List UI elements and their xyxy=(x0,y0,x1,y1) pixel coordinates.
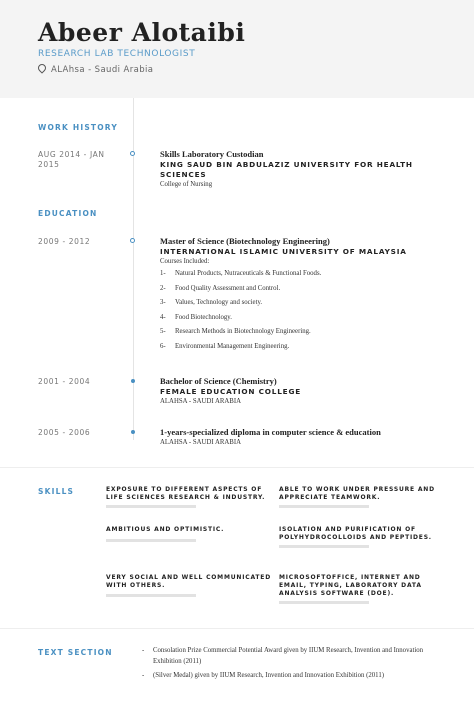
skill-bar xyxy=(106,539,196,542)
location-pin-icon xyxy=(36,62,47,73)
education-title: Master of Science (Biotechnology Engineering) xyxy=(160,236,330,246)
skill-item: ABLE TO WORK UNDER PRESSURE AND APPRECIATE TEAMWORK. xyxy=(279,486,435,501)
job-title: RESEARCH LAB TECHNOLOGIST xyxy=(38,49,196,59)
list-item: 6- Environmental Management Engineering. xyxy=(160,342,290,350)
work-entry xyxy=(160,149,445,190)
section-divider xyxy=(0,628,474,629)
education-sub: ALAHSA - SAUDI ARABIA xyxy=(160,398,242,405)
skill-item: VERY SOCIAL AND WELL COMMUNICATED WITH OTHERS. xyxy=(106,574,271,589)
location-line xyxy=(38,64,153,75)
skill-item: EXPOSURE TO DIFFERENT ASPECTS OF LIFE SCIENCES RESEARCH & INDUSTRY. xyxy=(106,486,266,501)
timeline-dot xyxy=(131,430,135,434)
skill-bar xyxy=(279,545,369,548)
timeline-dot xyxy=(130,151,135,156)
section-education: EDUCATION xyxy=(38,209,98,218)
education-title: 1-years-specialized diploma in computer science & education xyxy=(160,427,381,437)
education-date: 2009 - 2012 xyxy=(38,237,91,246)
list-item: 4- Food Biotechnology. xyxy=(160,313,232,321)
timeline-dot xyxy=(131,379,135,383)
work-date: AUG 2014 - JAN 2015 xyxy=(38,150,105,169)
education-entry xyxy=(160,236,445,354)
list-item: 3- Values, Technology and society. xyxy=(160,299,263,306)
work-org: KING SAUD BIN ABDULAZIZ UNIVERSITY FOR HEALTH SCIENCES xyxy=(160,160,413,179)
section-divider xyxy=(0,467,474,468)
education-entry xyxy=(160,427,445,448)
section-skills: SKILLS xyxy=(38,487,75,496)
education-org: INTERNATIONAL ISLAMIC UNIVERSITY OF MALAYSIA xyxy=(160,247,407,256)
work-sub: College of Nursing xyxy=(160,181,213,188)
list-item: - Consolation Prize Commercial Potential Award given by IIUM Research, Invention and Innovation Exhibition (2011) xyxy=(142,647,424,665)
list-item: - (Silver Medal) given by IIUM Research, Invention and Innovation Exhibition (2011) xyxy=(142,672,384,679)
skill-item: MICROSOFTOFFICE, INTERNET AND EMAIL, TYPING, LABORATORY DATA ANALYSIS SOFTWARE (DOE). xyxy=(279,574,422,597)
education-sub: ALAHSA - SAUDI ARABIA xyxy=(160,439,242,446)
education-date: 2001 - 2004 xyxy=(38,377,91,386)
education-sub: Courses Included: xyxy=(160,258,210,265)
candidate-name: Abeer Alotaibi xyxy=(38,18,246,47)
timeline-line xyxy=(133,98,134,440)
education-org: FEMALE EDUCATION COLLEGE xyxy=(160,387,302,396)
skill-bar xyxy=(106,505,196,508)
section-text: TEXT SECTION xyxy=(38,648,113,657)
education-title: Bachelor of Science (Chemistry) xyxy=(160,376,277,386)
section-work-history: WORK HISTORY xyxy=(38,123,119,132)
timeline-dot xyxy=(130,238,135,243)
skill-item: AMBITIOUS AND OPTIMISTIC. xyxy=(106,526,225,533)
work-title: Skills Laboratory Custodian xyxy=(160,149,264,159)
course-list xyxy=(160,267,445,354)
location-text: ALAhsa - Saudi Arabia xyxy=(51,65,154,75)
list-item: 1- Natural Products, Nutraceuticals & Functional Foods. xyxy=(160,270,322,277)
list-item: 5- Research Methods in Biotechnology Engineering. xyxy=(160,328,311,335)
education-entry xyxy=(160,376,445,407)
resume-header xyxy=(0,0,474,98)
skill-bar xyxy=(279,601,369,604)
skill-bar xyxy=(279,505,369,508)
list-item: 2- Food Quality Assessment and Control. xyxy=(160,284,281,292)
education-date: 2005 - 2006 xyxy=(38,428,91,437)
skill-item: ISOLATION AND PURIFICATION OF POLYHYDROCOLLOIDS AND PEPTIDES. xyxy=(279,526,432,541)
skill-bar xyxy=(106,594,196,597)
